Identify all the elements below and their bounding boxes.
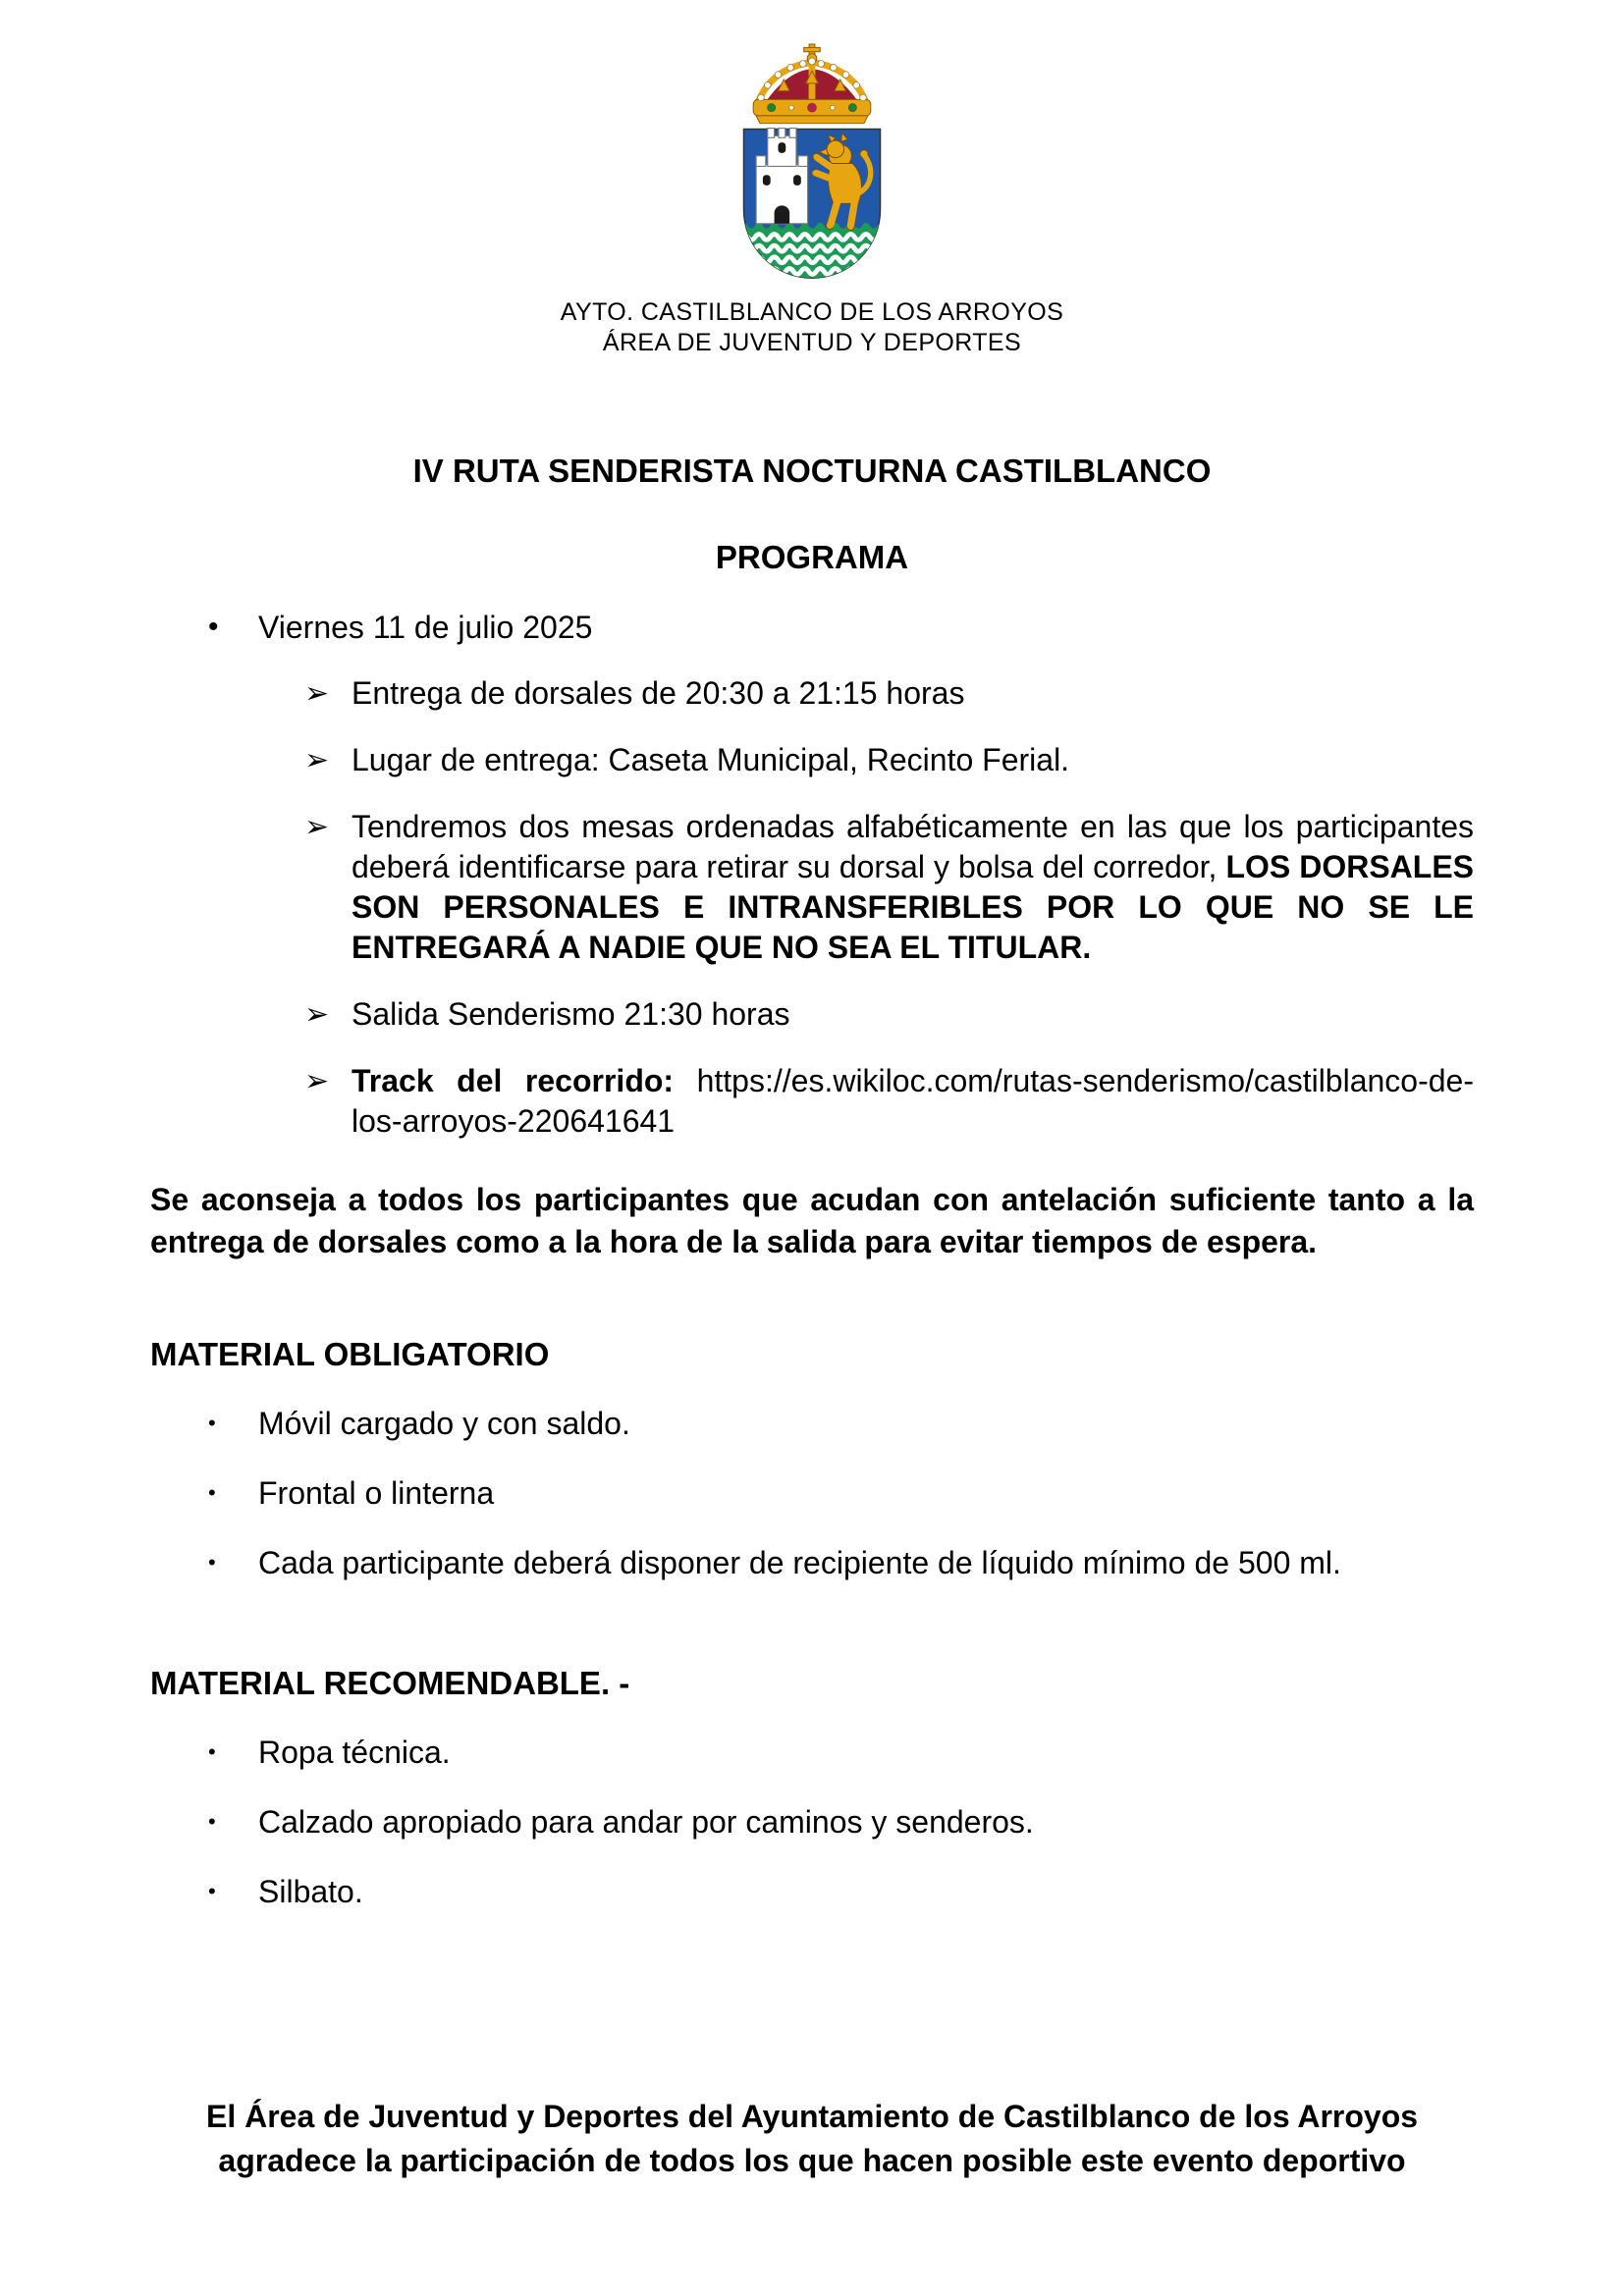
recommended-item-text: Calzado apropiado para andar por caminos y senderos. [258,1804,1034,1840]
program-date-item [150,608,1474,647]
arrow-bullet-icon: ➢ [304,998,330,1031]
program-subitem-text [352,1061,1474,1142]
recommended-item [150,1802,1474,1842]
subitem-bold-text: LOS DORSALES SON PERSONALES E INTRANSFERIBLES POR LO QUE NO SE LE ENTREGARÁ A NADIE QUE NO SEA EL TITULAR. [352,849,1475,965]
waves-icon [740,223,893,287]
dot-bullet-icon: • [208,1550,216,1575]
crown-icon [753,44,871,124]
mandatory-item [150,1543,1474,1582]
mandatory-item-text: Frontal o linterna [258,1475,495,1511]
program-subitem-mesas [150,807,1474,968]
recommended-item-text: Ropa técnica. [258,1735,451,1770]
program-subitem-entrega [150,673,1474,714]
mandatory-item-text: Cada participante deberá disponer de recipiente de líquido mínimo de 500 ml. [258,1545,1341,1580]
recommended-item-text: Silbato. [258,1874,363,1909]
mandatory-item [150,1473,1474,1513]
coat-of-arms [728,43,896,287]
arrow-bullet-icon: ➢ [304,744,330,776]
arrow-bullet-icon: ➢ [304,1065,330,1097]
arrow-bullet-icon: ➢ [304,677,330,710]
footer-acknowledgement [137,2095,1487,2183]
track-url-link[interactable]: https://es.wikiloc.com/rutas-senderismo/castilblanco-de-los-arroyos-220641641 [352,1063,1474,1139]
document-header [150,43,1474,358]
recommended-material-heading: MATERIAL RECOMENDABLE. - [150,1665,630,1701]
footer-line-1: El Área de Juventud y Deportes del Ayuntamiento de Castilblanco de los Arroyos [205,2099,1419,2134]
program-subitem-track [150,1061,1474,1142]
org-department: ÁREA DE JUVENTUD Y DEPORTES [602,329,1022,356]
recommended-item [150,1733,1474,1772]
program-subitem-text: Lugar de entrega: Caseta Municipal, Recinto Ferial. [352,742,1070,777]
dot-bullet-icon: • [208,1879,216,1903]
program-subitem-text: Salida Senderismo 21:30 horas [352,996,790,1032]
dot-bullet-icon: • [208,1809,216,1834]
shield-icon [740,129,893,287]
track-label: Track del recorrido: [352,1063,675,1098]
document-subtitle: PROGRAMA [715,539,909,575]
program-date-text: Viernes 11 de julio 2025 [258,610,593,645]
dot-bullet-icon: • [208,1739,216,1764]
mandatory-item-text: Móvil cargado y con saldo. [258,1406,630,1441]
mandatory-material-heading: MATERIAL OBLIGATORIO [150,1336,550,1372]
mandatory-item [150,1404,1474,1443]
program-subitem-text: Entrega de dorsales de 20:30 a 21:15 horas [352,675,965,711]
coat-of-arms-icon [728,43,896,287]
advice-paragraph: Se aconseja a todos los participantes que acudan con antelación suficiente tanto a la entrega de dorsales como a la hora de la salida para evitar tiempos de espera. [150,1182,1474,1259]
subitem-normal-text: Tendremos dos mesas ordenadas alfabéticamente en las que los participantes deberá identificarse para retirar su dorsal y bolsa del corredor, [352,809,1474,884]
org-name: AYTO. CASTILBLANCO DE LOS ARROYOS [560,298,1064,326]
dot-bullet-icon: • [208,1411,216,1435]
bullet-icon: • [208,611,219,643]
document-title: IV RUTA SENDERISTA NOCTURNA CASTILBLANCO [412,453,1212,489]
dot-bullet-icon: • [208,1480,216,1505]
program-subitem-text [352,807,1474,968]
arrow-bullet-icon: ➢ [304,811,330,843]
recommended-item [150,1872,1474,1911]
footer-line-2: agradece la participación de todos los que hacen posible este evento deportivo [218,2143,1406,2178]
program-subitem-salida [150,994,1474,1035]
program-subitem-lugar [150,740,1474,780]
